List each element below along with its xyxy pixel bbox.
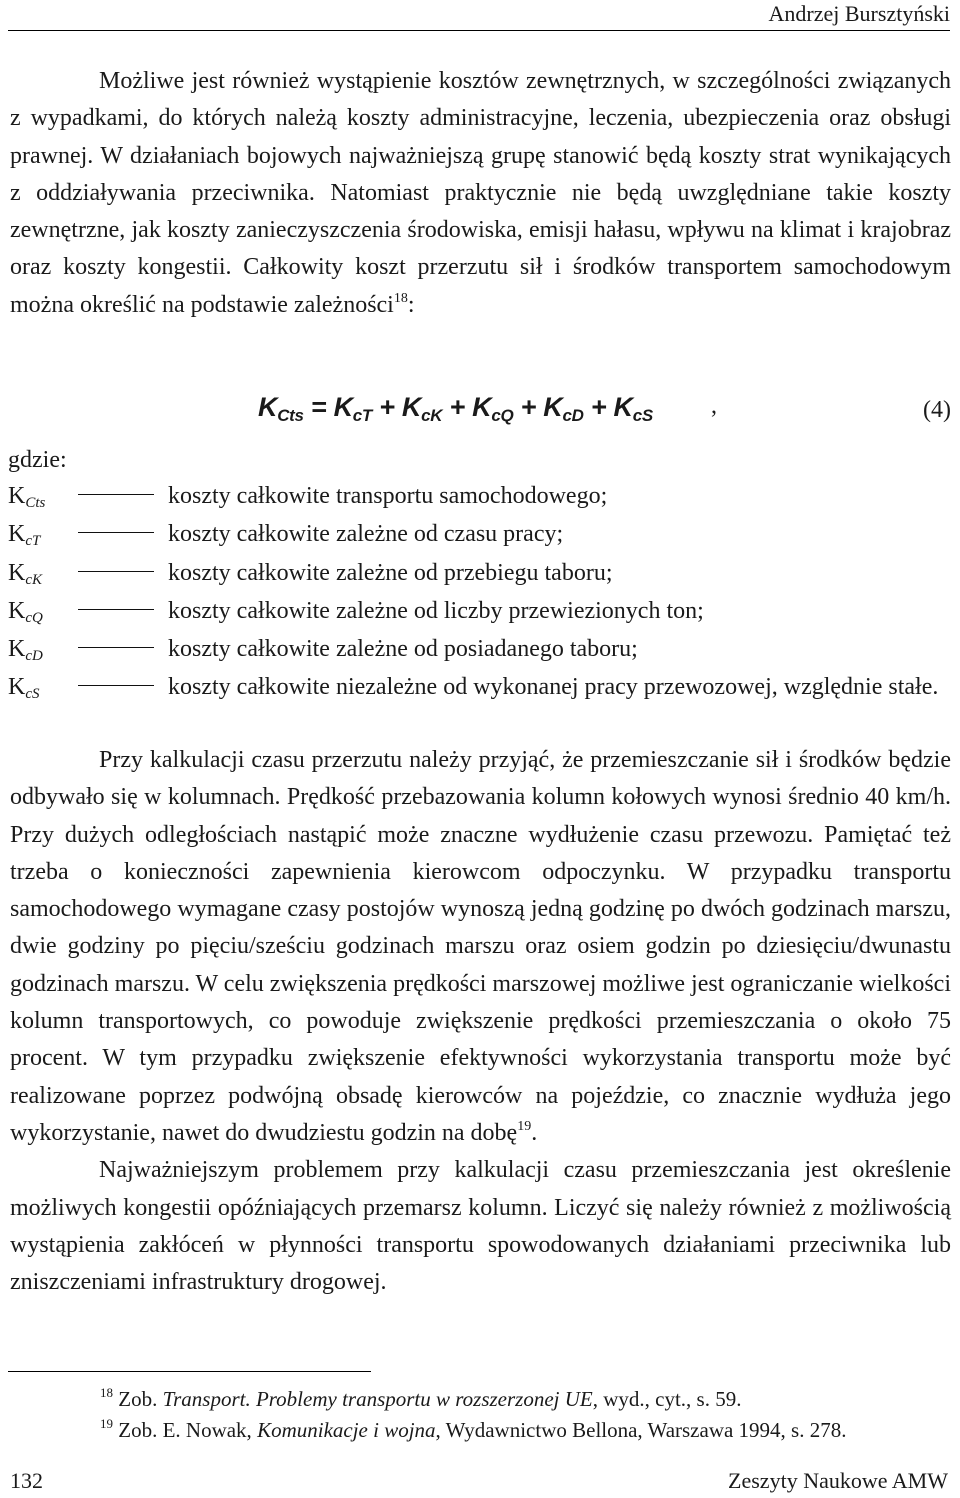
formula-operator: +: [442, 392, 473, 422]
definition-text: koszty całkowite zależne od przebiegu taboru;: [168, 559, 613, 586]
footnotes: [100, 1384, 846, 1446]
cost-formula: [258, 387, 653, 427]
formula-term: $K_{cK}$: [401, 392, 443, 425]
definitions-list: [8, 480, 953, 710]
definition-text: koszty całkowite zależne od czasu pracy;: [168, 521, 564, 548]
definition-symbol: $K_{Cts}$: [8, 483, 46, 511]
footnote-number: 18: [100, 1385, 113, 1400]
formula-term: $K_{cD}$: [543, 392, 584, 425]
definition-row: [8, 633, 953, 671]
formula-operator: +: [513, 392, 544, 422]
equation-4: [10, 385, 951, 435]
paragraph-2-text: Przy kalkulacji czasu przerzutu należy przyjąć, że przemieszczanie sił i środków będzie odbywało się w kolumnach. Prędkość przebazowania kolumn kołowych wynosi średnio 40 km/h. Przy dużych odległościach nastąpić może znaczne wydłużenie czasu przewozu. Pamiętać też trzeba o konieczności zapewnienia kierowcom odpoczynku. W przypadku transportu samochodowego wymagane czasy postojów wynoszą jedną godzinę po dwóch godzinach marszu, dwie godziny po pięciu/sześciu godzinach marszu oraz osiem godzin po dziesięciu/dwunastu godzinach marszu. W celu zwiększenia prędkości marszowej możliwe jest ograniczanie wielkości kolumn transportowych, co powoduje zwiększenie prędkości przemieszczania o około 75 procent. W tym przypadku zwiększenie efektywności wykorzystania transportu może być realizowane poprzez podwójną obsadę kierowców na pojeździe, co znacznie wydłuża jego wykorzystanie, nawet do dwudziestu godzin na dobę: [10, 747, 951, 1146]
body-text-top: [10, 63, 951, 324]
em-dash: [78, 571, 154, 572]
em-dash: [78, 494, 154, 495]
em-dash: [78, 532, 154, 533]
paragraph-1-tail: :: [407, 291, 415, 318]
header-rule: [8, 30, 950, 31]
formula-term: $K_{cQ}$: [472, 392, 514, 425]
footnote-ref-18[interactable]: 18: [393, 290, 408, 306]
formula-comma: ,: [711, 393, 717, 419]
definition-symbol: $K_{cS}$: [8, 674, 40, 703]
footnote-rule: [8, 1371, 371, 1372]
formula-operator: =: [303, 392, 334, 422]
paragraph-3: [10, 1152, 951, 1301]
formula-term: $K_{cS}$: [613, 392, 653, 425]
formula-operator: +: [372, 392, 402, 422]
definition-row: [8, 557, 953, 595]
running-header-author: Andrzej Bursztyński: [768, 1, 950, 26]
paragraph-2: [10, 742, 951, 1152]
definition-row: [8, 595, 953, 633]
definition-symbol: $K_{cT}$: [8, 521, 41, 550]
paragraph-2-tail: .: [531, 1119, 538, 1146]
footnote-18: $^{18}$ Zob. Transport. Problemy transportu w rozszerzonej UE, wyd., cyt., s. 59.: [100, 1385, 742, 1411]
footnote-title: Komunikacje i wojna: [257, 1418, 436, 1442]
journal-name: Zeszyty Naukowe AMW: [728, 1468, 948, 1493]
paragraph-1-text: Możliwe jest również wystąpienie kosztów zewnętrznych, w szczególności związanych z wypadkami, do których należą koszty administracyjne, leczenia, ubezpieczenia oraz obsługi prawnej. W działaniach bojowych najważniejszą grupę stanowić będą koszty strat wynikających z oddziaływania przeciwnika. Natomiast praktycznie nie będą uwzględniane takie koszty zewnętrzne, jak koszty zanieczyszczenia środowiska, emisji hałasu, wpływu na klimat i krajobraz oraz koszty kongestii. Całkowity koszt przerzutu sił i środków transportem samochodowym można określić na podstawie zależności: [10, 68, 951, 318]
formula-term: $K_{Cts}$: [258, 392, 304, 425]
definition-row: [8, 671, 953, 709]
formula-term: $K_{cT}$: [333, 392, 373, 425]
footnote-ref-19[interactable]: 19: [517, 1118, 532, 1134]
definition-text: koszty całkowite zależne od posiadanego taboru;: [168, 636, 638, 663]
page-number: 132: [10, 1468, 43, 1493]
paragraph-1: [10, 63, 951, 324]
definition-row: [8, 518, 953, 556]
definition-row: [8, 480, 953, 518]
body-text-bottom: [10, 742, 951, 1301]
em-dash: [78, 647, 154, 648]
definition-symbol: $K_{cK}$: [8, 559, 43, 588]
footnote-number: 19: [100, 1416, 113, 1431]
paragraph-3-text: Najważniejszym problemem przy kalkulacji czasu przemieszczania jest określenie możliwych kongestii opóźniających przemarsz kolumn. Liczyć się należy również z możliwością wystąpienia zakłóceń w płynności transportu spowodowanych działaniami przeciwnika lub zniszczeniami infrastruktury drogowej.: [10, 1157, 951, 1296]
definition-text: koszty całkowite niezależne od wykonanej pracy przewozowej, względnie stałe.: [168, 674, 939, 701]
where-label: gdzie:: [8, 447, 67, 473]
em-dash: [78, 609, 154, 610]
definition-symbol: $K_{cD}$: [8, 636, 43, 665]
equation-number: (4): [923, 397, 951, 423]
em-dash: [78, 685, 154, 686]
definition-symbol: $K_{cQ}$: [8, 597, 43, 626]
footnote-19: $^{19}$ Zob. E. Nowak, Komunikacje i wojna, Wydawnictwo Bellona, Warszawa 1994, s. 278.: [100, 1416, 847, 1442]
footnote-title: Transport. Problemy transportu w rozszerzonej UE: [162, 1387, 593, 1411]
definition-text: koszty całkowite transportu samochodowego;: [168, 483, 608, 509]
definition-text: koszty całkowite zależne od liczby przewiezionych ton;: [168, 597, 704, 624]
formula-operator: +: [583, 392, 614, 422]
